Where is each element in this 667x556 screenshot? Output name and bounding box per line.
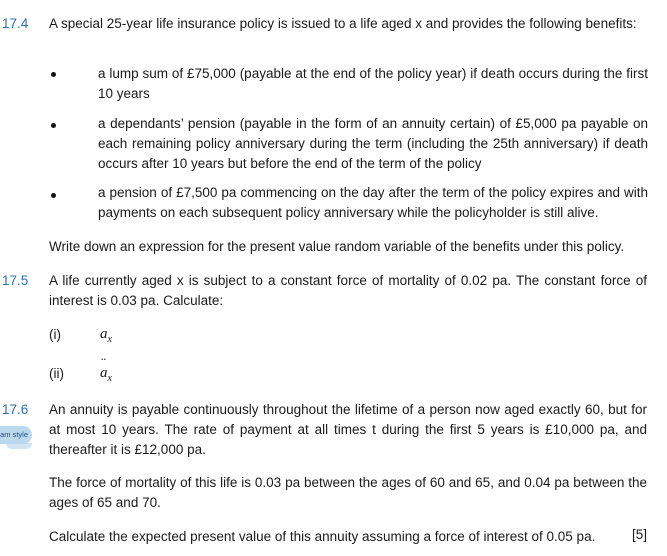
question-paragraph: Calculate the expected present value of this annuity assuming a force of interest of 0.05 pa.: [49, 529, 596, 544]
part-label: (i): [49, 327, 61, 342]
question-number: 17.4: [2, 16, 29, 31]
bullet-text: a pension of £7,500 pa commencing on the day after the term of the policy expires and with payments on each subsequent policy anniversary while the policyholder is still alive.: [98, 185, 648, 220]
question-intro: A special 25-year life insurance policy is issued to a life aged x and provides the following benefits:: [49, 16, 637, 31]
bullet-text: a dependants’ pension (payable in the form of an annuity certain) of £5,000 pa payable on each remaining policy anniversary during the term (including the 25th anniversary) if death occurs after 10 years but before the end of the term of the policy: [98, 116, 648, 171]
question-number: 17.6: [2, 402, 29, 417]
marks-label: [5]: [631, 527, 647, 542]
question-task: Write down an expression for the present value random variable of the benefits under this policy.: [49, 239, 625, 254]
question-number: 17.5: [2, 273, 29, 288]
part-label: (ii): [49, 366, 64, 381]
bullet-text: a lump sum of £75,000 (payable at the end of the policy year) if death occurs during the first 10 years: [98, 66, 648, 101]
question-paragraph: The force of mortality of this life is 0.03 pa between the ages of 60 and 65, and 0.04 pa between the ages of 65 and 70.: [49, 475, 647, 510]
bullet-icon: [51, 123, 56, 128]
bullet-icon: [51, 72, 56, 77]
question-intro: A life currently aged x is subject to a constant force of mortality of 0.02 pa. The constant force of interest is 0.03 pa. Calculate:: [49, 273, 647, 308]
question-paragraph: An annuity is payable continuously throughout the lifetime of a person now aged exactly 60, but for at most 10 years. The rate of payment at all times t during the first 5 years is £10,000 pa, and thereafter it is £12,000 pa.: [49, 402, 647, 457]
annuity-due-symbol: ¨ $a_x$: [100, 365, 112, 384]
exam-style-badge: am style: [0, 426, 32, 444]
annuity-symbol: $a_x$: [100, 326, 112, 345]
bullet-icon: [51, 193, 56, 198]
badge-tail: [6, 443, 32, 449]
